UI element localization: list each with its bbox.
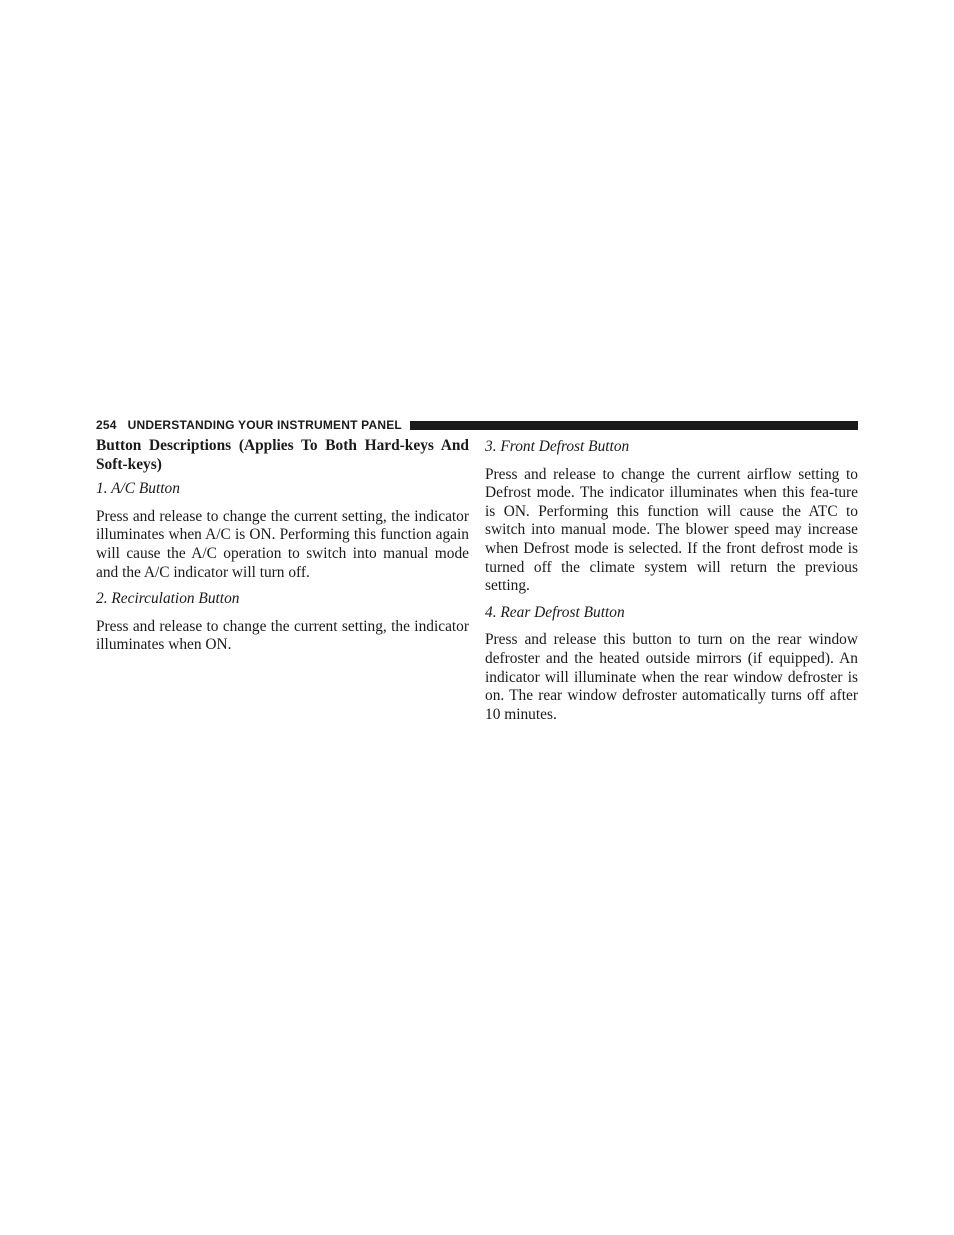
left-column (96, 437, 469, 663)
section-title: UNDERSTANDING YOUR INSTRUMENT PANEL (127, 418, 402, 432)
section-heading-recirculation-button: 2. Recirculation Button (96, 590, 240, 608)
page-number: 254 (96, 418, 117, 432)
section-body-recirculation-button: Press and release to change the current setting, the indicator illuminates when ON. (96, 617, 469, 654)
main-heading: Button Descriptions (Applies To Both Hard-keys And Soft-keys) (96, 437, 469, 473)
section-heading-rear-defrost-button: 4. Rear Defrost Button (485, 603, 625, 621)
section-heading-front-defrost-button: 3. Front Defrost Button (485, 438, 630, 455)
section-body-ac-button: Press and release to change the current setting, the indicator illuminates when A/C is ON. Performing this function again will cause the A/C operation to switch into manual mode and the A/C indicator will turn off. (96, 507, 469, 581)
section-body-rear-defrost-button: Press and release this button to turn on the rear window defroster and the heated outside mirrors (if equipped). An indicator will illuminate when the rear window defroster is on. The rear window defroster automatically turns off after 10 minutes. (485, 631, 858, 723)
right-column (485, 438, 858, 732)
header-rule-bar (410, 421, 858, 430)
section-body-front-defrost-button: Press and release to change the current airflow setting to Defrost mode. The indicator illuminates when this fea-ture is ON. Performing this function will cause the ATC to switch into manual mode. The blower speed may increase when Defrost mode is selected. If the front defrost mode is turned off the climate system will return the previous setting. (485, 465, 858, 595)
page-header (96, 417, 858, 433)
section-heading-ac-button: 1. A/C Button (96, 480, 180, 498)
